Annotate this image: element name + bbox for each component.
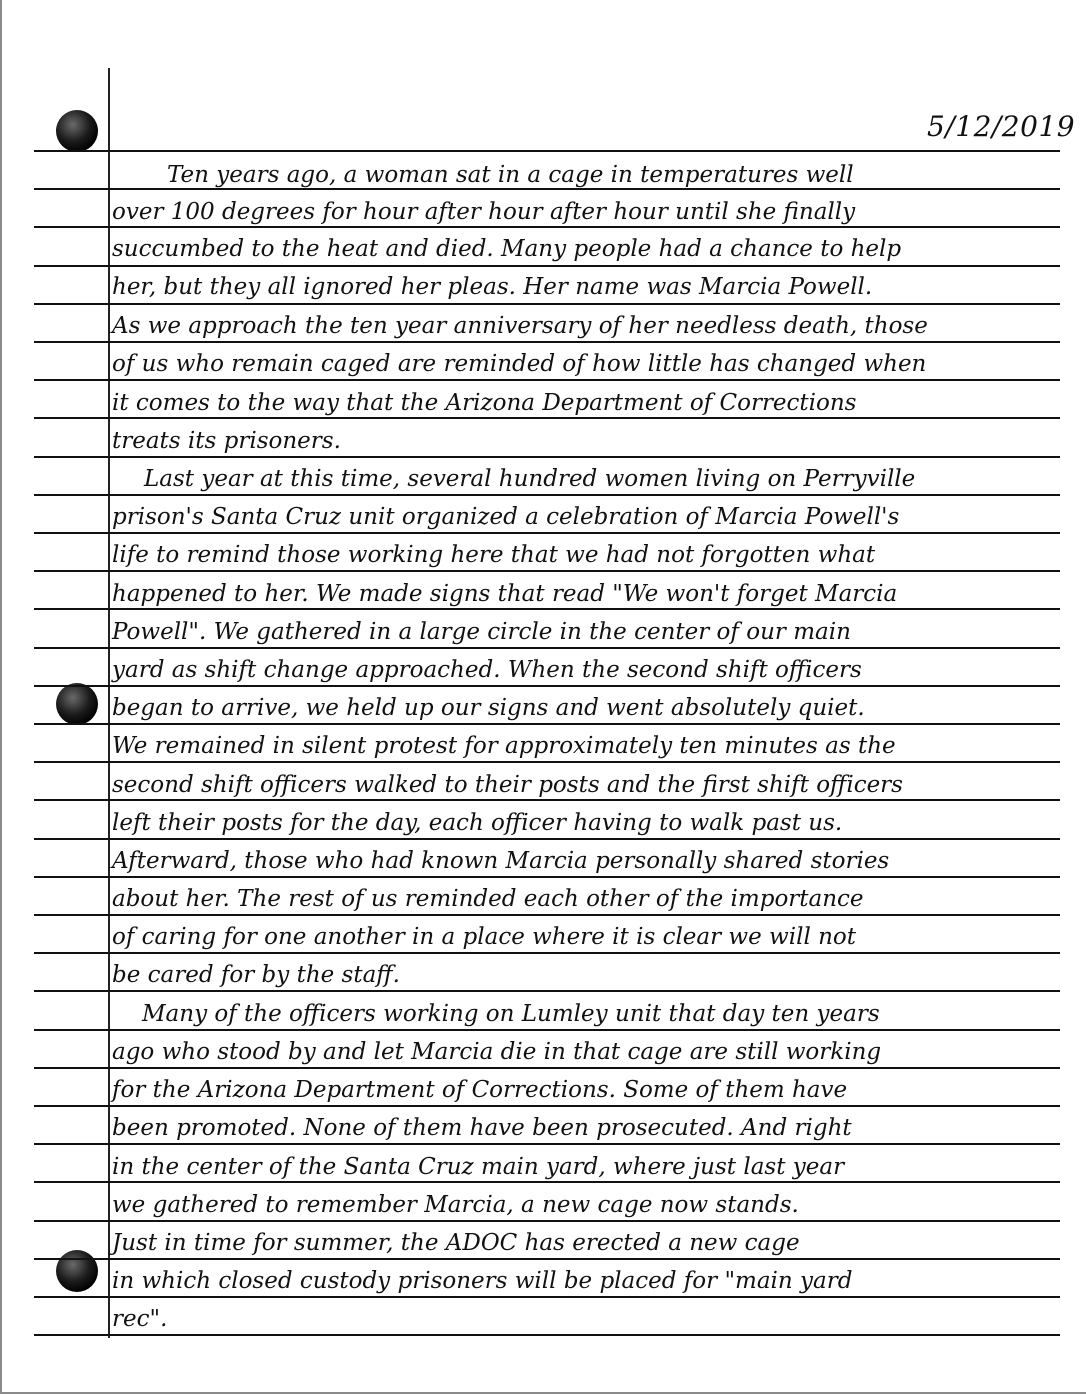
text-line: treats its prisoners. — [112, 428, 341, 454]
ruled-line — [34, 341, 1060, 343]
text-line: we gathered to remember Marcia, a new cage now stands. — [112, 1192, 799, 1218]
text-line: As we approach the ten year anniversary of her needless death, those — [112, 313, 928, 339]
ruled-line — [34, 1105, 1060, 1107]
margin-line — [108, 68, 110, 1338]
ruled-line — [34, 838, 1060, 840]
text-line: in which closed custody prisoners will be placed for "main yard — [112, 1268, 853, 1294]
ruled-line — [34, 1334, 1060, 1336]
text-line: about her. The rest of us reminded each other of the importance — [112, 886, 864, 912]
ruled-line — [34, 456, 1060, 458]
text-line: left their posts for the day, each officer having to walk past us. — [112, 810, 843, 836]
ruled-line — [34, 685, 1060, 687]
text-line: We remained in silent protest for approximately ten minutes as the — [112, 733, 896, 759]
ruled-line — [34, 379, 1060, 381]
text-line: succumbed to the heat and died. Many people had a chance to help — [112, 236, 902, 262]
text-line: second shift officers walked to their posts and the first shift officers — [112, 772, 903, 798]
ruled-line — [34, 1258, 1060, 1260]
text-line: ago who stood by and let Marcia die in that cage are still working — [112, 1039, 882, 1065]
punch-hole — [56, 683, 98, 725]
ruled-line — [34, 761, 1060, 763]
text-line: for the Arizona Department of Corrections. Some of them have — [112, 1077, 848, 1103]
ruled-line — [34, 1067, 1060, 1069]
ruled-line — [34, 150, 1060, 152]
ruled-line — [34, 952, 1060, 954]
ruled-line — [34, 647, 1060, 649]
ruled-line — [34, 1220, 1060, 1222]
text-line: Ten years ago, a woman sat in a cage in temperatures well — [167, 162, 854, 188]
text-line: over 100 degrees for hour after hour after hour until she finally — [112, 199, 856, 225]
text-line: of caring for one another in a place where it is clear we will not — [112, 924, 857, 950]
text-line: happened to her. We made signs that read "We won't forget Marcia — [112, 581, 898, 607]
text-line: in the center of the Santa Cruz main yard, where just last year — [112, 1154, 845, 1180]
ruled-line — [34, 990, 1060, 992]
ruled-line — [34, 914, 1060, 916]
ruled-line — [34, 265, 1060, 267]
text-line: be cared for by the staff. — [112, 962, 400, 988]
text-line: Powell". We gathered in a large circle in the center of our main — [112, 619, 851, 645]
ruled-line — [34, 1029, 1060, 1031]
text-line: rec". — [112, 1306, 168, 1332]
ruled-line — [34, 303, 1060, 305]
text-line: life to remind those working here that we had not forgotten what — [112, 542, 876, 568]
text-line: Many of the officers working on Lumley unit that day ten years — [142, 1001, 880, 1027]
text-line: her, but they all ignored her pleas. Her name was Marcia Powell. — [112, 274, 873, 300]
ruled-line — [34, 532, 1060, 534]
text-line: been promoted. None of them have been prosecuted. And right — [112, 1115, 852, 1141]
text-line: began to arrive, we held up our signs and went absolutely quiet. — [112, 695, 865, 721]
ruled-line — [34, 570, 1060, 572]
ruled-line — [34, 876, 1060, 878]
text-line: of us who remain caged are reminded of how little has changed when — [112, 351, 927, 377]
ruled-line — [34, 1296, 1060, 1298]
text-line: Last year at this time, several hundred women living on Perryville — [144, 466, 916, 492]
text-line: Afterward, those who had known Marcia personally shared stories — [112, 848, 890, 874]
text-line: it comes to the way that the Arizona Department of Corrections — [112, 390, 857, 416]
text-line: yard as shift change approached. When the second shift officers — [112, 657, 862, 683]
punch-hole — [56, 1250, 98, 1292]
ruled-line — [34, 494, 1060, 496]
text-line: prison's Santa Cruz unit organized a celebration of Marcia Powell's — [112, 504, 900, 530]
text-line: Just in time for summer, the ADOC has erected a new cage — [112, 1230, 800, 1256]
ruled-line — [34, 723, 1060, 725]
punch-hole — [56, 110, 98, 152]
letter-date: 5/12/2019 — [927, 110, 1076, 143]
ruled-line — [34, 1143, 1060, 1145]
